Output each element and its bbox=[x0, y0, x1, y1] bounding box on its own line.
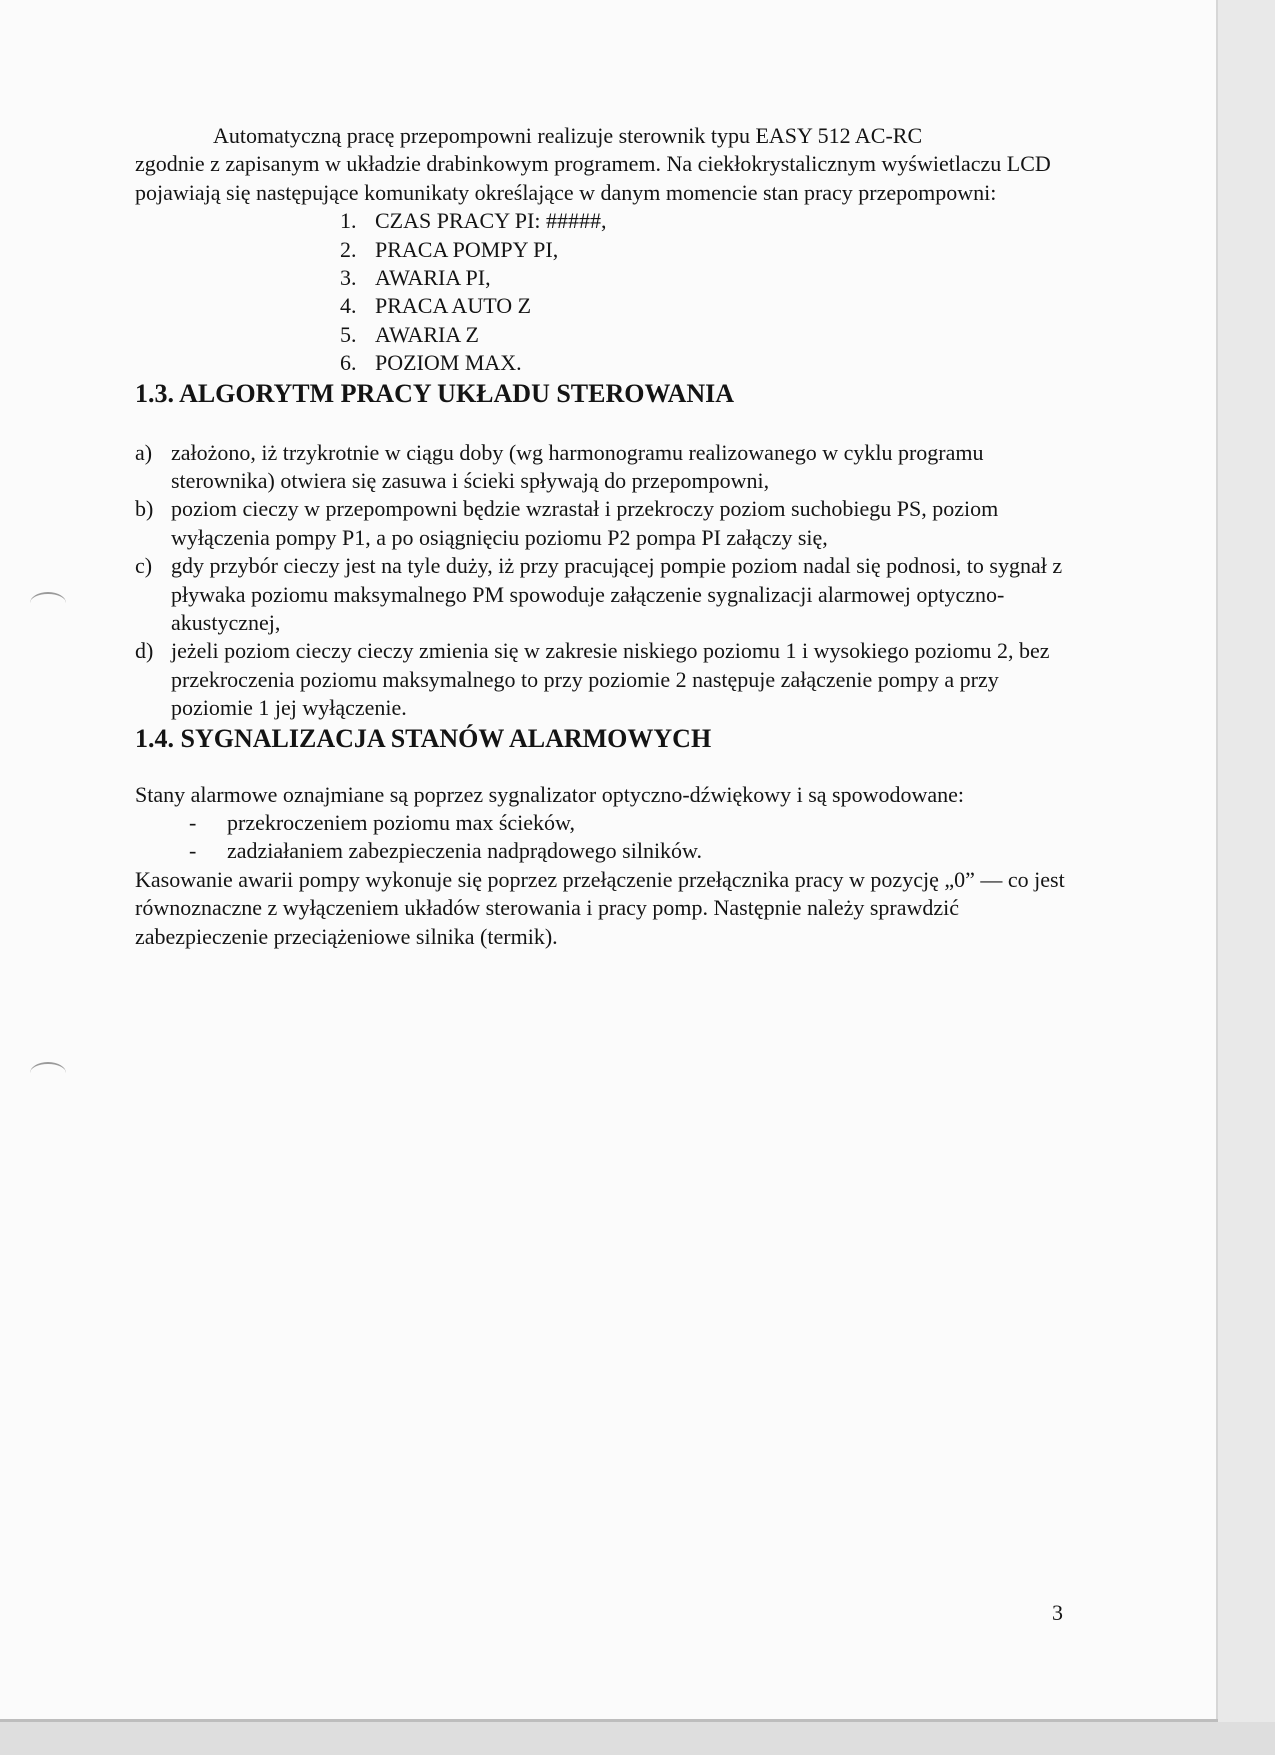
list-text: założono, iż trzykrotnie w ciągu doby (wg harmonogramu realizowanego w cyklu programu sterownika) otwiera się zasuwa i ścieki spływają do przepompowni, bbox=[171, 439, 984, 493]
alarm-intro-paragraph: Stany alarmowe oznajmiane są poprzez sygnalizator optyczno-dźwiękowy i są spowodowane: bbox=[135, 781, 965, 807]
punch-hole-mark bbox=[30, 592, 66, 614]
list-item bbox=[135, 439, 1075, 496]
list-number: 6. bbox=[340, 350, 357, 376]
alarm-causes-list bbox=[189, 809, 1075, 866]
algorithm-list bbox=[135, 439, 1075, 723]
intro-paragraph bbox=[135, 122, 1075, 207]
intro-first-line: Automatyczną pracę przepompowni realizuje sterownik typu EASY 512 AC-RC bbox=[213, 123, 923, 148]
list-text: PRACA AUTO Z bbox=[375, 293, 532, 319]
list-marker: c) bbox=[135, 553, 153, 579]
list-text: poziom cieczy w przepompowni będzie wzrastał i przekroczy poziom suchobiegu PS, poziom wyłączenia pompy P1, a po osiągnięciu poziomu P2 pompa PI załączy się, bbox=[171, 496, 999, 550]
list-text: przekroczeniem poziomu max ścieków, bbox=[227, 810, 575, 836]
list-marker: a) bbox=[135, 439, 153, 465]
lcd-messages-list bbox=[340, 207, 1075, 377]
list-text: AWARIA PI, bbox=[375, 265, 491, 290]
list-item bbox=[340, 236, 1075, 264]
list-item bbox=[189, 809, 1075, 837]
list-text: PRACA POMPY PI, bbox=[375, 236, 559, 262]
list-marker: d) bbox=[135, 638, 154, 664]
list-marker: b) bbox=[135, 496, 154, 522]
list-text: AWARIA Z bbox=[375, 321, 479, 347]
intro-rest: zgodnie z zapisanym w układzie drabinkowym programem. Na ciekłokrystalicznym wyświetlaczu LCD pojawiają się następujące komunikaty określające w danym momencie stan pracy przepompowni: bbox=[135, 151, 1051, 205]
list-number: 3. bbox=[340, 265, 357, 290]
list-item bbox=[135, 495, 1075, 552]
punch-hole-mark bbox=[30, 1062, 66, 1084]
list-item bbox=[340, 321, 1075, 349]
list-item bbox=[340, 349, 1075, 377]
list-number: 4. bbox=[340, 293, 357, 319]
list-item bbox=[340, 292, 1075, 320]
section-heading-alarms: 1.4. SYGNALIZACJA STANÓW ALARMOWYCH bbox=[135, 723, 712, 753]
list-text: zadziałaniem zabezpieczenia nadprądowego silników. bbox=[227, 838, 703, 864]
section-heading-algorithm: 1.3. ALGORYTM PRACY UKŁADU STEROWANIA bbox=[135, 378, 735, 408]
list-marker: - bbox=[189, 838, 197, 864]
alarm-reset-paragraph: Kasowanie awarii pompy wykonuje się poprzez przełączenie przełącznika pracy w pozycję „0” — co jest równoznaczne z wyłączeniem układów sterowania i pracy pomp. Następnie należy sprawdzić zabezpieczenie przeciążeniowe silnika (termik). bbox=[135, 866, 1065, 949]
bottom-edge bbox=[0, 1722, 1275, 1755]
list-item bbox=[189, 837, 1075, 865]
list-text: CZAS PRACY PI: #####, bbox=[375, 208, 607, 234]
list-item bbox=[340, 207, 1075, 235]
list-number: 2. bbox=[340, 236, 357, 262]
list-marker: - bbox=[189, 810, 197, 836]
list-number: 5. bbox=[340, 321, 357, 347]
page-edge bbox=[1218, 0, 1275, 1755]
list-item bbox=[340, 264, 1075, 292]
list-text: gdy przybór cieczy jest na tyle duży, iż przy pracującej pompie poziom nadal się podnosi, to sygnał z pływaka poziomu maksymalnego PM spowoduje załączenie sygnalizacji alarmowej optyczno-akustycznej, bbox=[171, 553, 1063, 635]
list-item bbox=[135, 637, 1075, 722]
document-body bbox=[135, 122, 1075, 951]
list-text: jeżeli poziom cieczy cieczy zmienia się w zakresie niskiego poziomu 1 i wysokiego poziomu 2, bez przekroczenia poziomu maksymalnego to przy poziomie 2 następuje załączenie pompy a przy poziomie 1 jej wyłączenie. bbox=[171, 638, 1050, 721]
list-item bbox=[135, 552, 1075, 637]
list-text: POZIOM MAX. bbox=[375, 350, 522, 376]
list-number: 1. bbox=[340, 208, 357, 234]
page-number: 3 bbox=[1052, 1600, 1063, 1625]
